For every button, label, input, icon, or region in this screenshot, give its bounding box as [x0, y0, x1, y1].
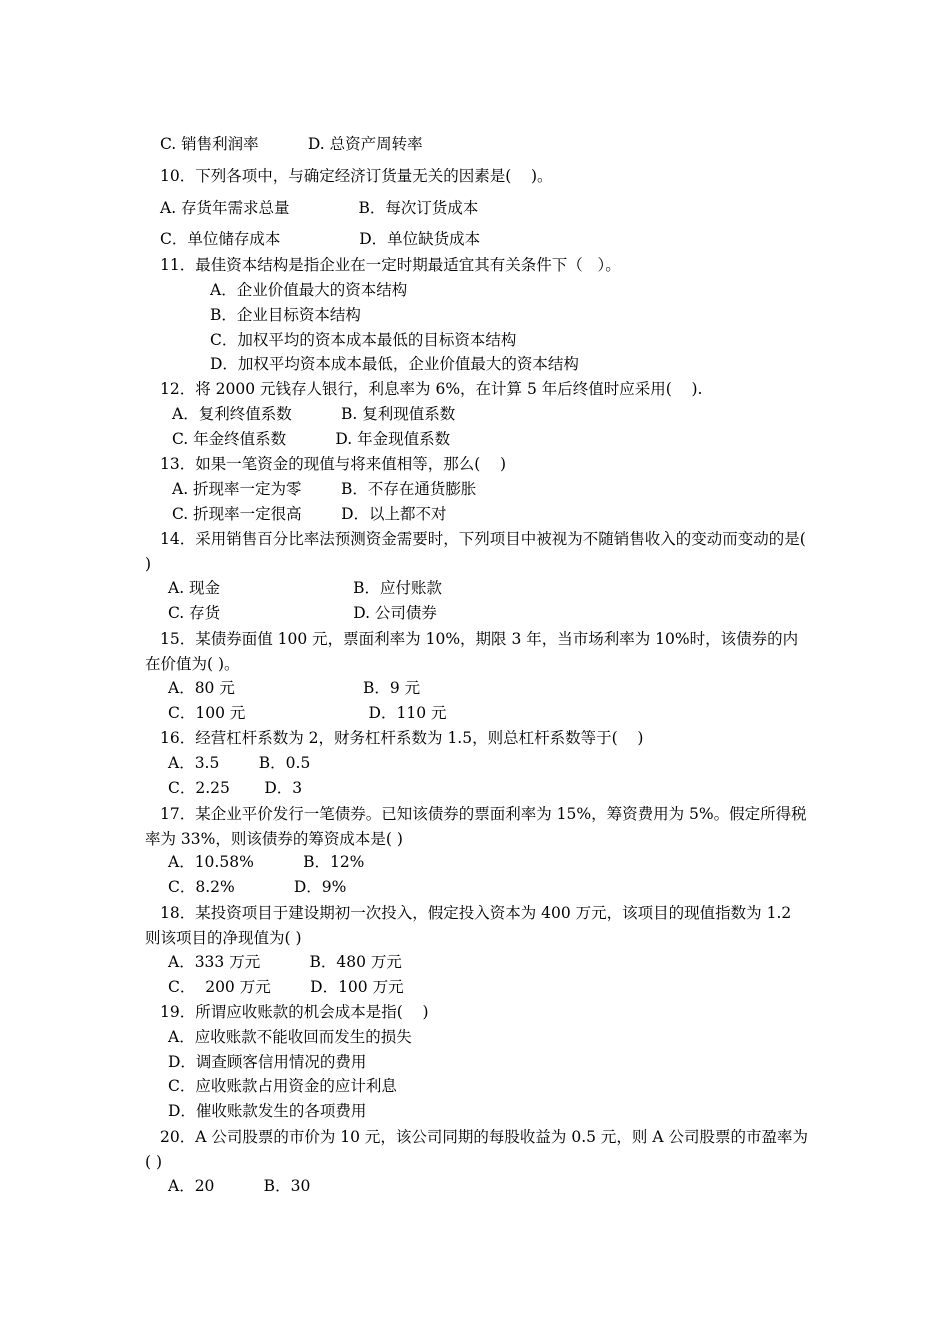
q10-options-ab: A. 存货年需求总量 B．每次订货成本: [160, 199, 479, 217]
q12-options-cd: C. 年金终值系数 D. 年金现值系数: [172, 430, 451, 448]
q17-stem: 17．某企业平价发行一笔债券。已知该债券的票面利率为 15%，筹资费用为 5%。假定所得税率为 33%，则该债券的筹资成本是( ): [145, 805, 807, 848]
q10-options-cd: C．单位储存成本 D．单位缺货成本: [160, 230, 481, 248]
q11-option-d: D．加权平均资本成本最低，企业价值最大的资本结构: [210, 355, 579, 373]
q11-stem: 11．最佳资本结构是指企业在一定时期最适宜其有关条件下（ ）。: [160, 256, 621, 274]
q13-stem: 13．如果一笔资金的现值与将来值相等，那么( ): [160, 455, 507, 473]
q15-options-ab: A．80 元 B．9 元: [168, 679, 421, 697]
q11-option-a: A．企业价值最大的资本结构: [210, 281, 408, 299]
q11-option-c: C．加权平均的资本成本最低的目标资本结构: [210, 331, 517, 349]
q16-stem: 16．经营杠杆系数为 2，财务杠杆系数为 1.5，则总杠杆系数等于( ): [160, 729, 644, 747]
q16-options-cd: C．2.25 D．3: [168, 779, 303, 797]
q18-options-cd: C． 200 万元 D．100 万元: [168, 978, 404, 996]
q19-stem: 19．所谓应收账款的机会成本是指( ): [160, 1003, 429, 1021]
q19-option-c: C．应收账款占用资金的应计利息: [168, 1077, 397, 1095]
q11-option-b: B．企业目标资本结构: [210, 306, 361, 324]
q20-stem: 20．A 公司股票的市价为 10 元，该公司同期的每股收益为 0.5 元，则 A 公司股票的市盈率为( ): [145, 1128, 808, 1171]
q12-stem: 12．将 2000 元钱存人银行，利息率为 6%，在计算 5 年后终值时应采用( ).: [160, 380, 703, 398]
q19-option-a: A．应收账款不能收回而发生的损失: [168, 1028, 412, 1046]
q17-options-cd: C．8.2% D．9%: [168, 878, 347, 896]
q15-options-cd: C．100 元 D．110 元: [168, 704, 447, 722]
q20-options-ab: A．20 B．30: [168, 1177, 311, 1195]
q12-options-ab: A．复利终值系数 B. 复利现值系数: [172, 405, 456, 423]
q14-stem: 14．采用销售百分比率法预测资金需要时，下列项目中被视为不随销售收入的变动而变动的是( ): [145, 530, 806, 573]
q14-options-cd: C. 存货 D. 公司债券: [168, 604, 437, 622]
q18-stem: 18．某投资项目于建设期初一次投入，假定投入资本为 400 万元，该项目的现值指数为 1.2 则该项目的净现值为( ): [145, 904, 792, 947]
q16-options-ab: A．3.5 B．0.5: [168, 754, 311, 772]
q9-options-cd: C. 销售利润率 D. 总资产周转率: [160, 135, 423, 153]
q14-options-ab: A. 现金 B．应付账款: [168, 579, 442, 597]
q19-option-d1: D．调查顾客信用情况的费用: [168, 1053, 367, 1071]
q13-options-cd: C. 折现率一定很高 D．以上都不对: [172, 505, 447, 523]
q13-options-ab: A. 折现率一定为零 B．不存在通货膨胀: [172, 480, 477, 498]
q10-stem: 10．下列各项中，与确定经济订货量无关的因素是( )。: [160, 167, 553, 185]
q18-options-ab: A．333 万元 B．480 万元: [168, 953, 402, 971]
q17-options-ab: A．10.58% B．12%: [168, 853, 365, 871]
q19-option-d2: D．催收账款发生的各项费用: [168, 1102, 367, 1120]
q15-stem: 15．某债券面值 100 元，票面利率为 10%，期限 3 年，当市场利率为 10%时，该债券的内在价值为( )。: [145, 630, 799, 673]
